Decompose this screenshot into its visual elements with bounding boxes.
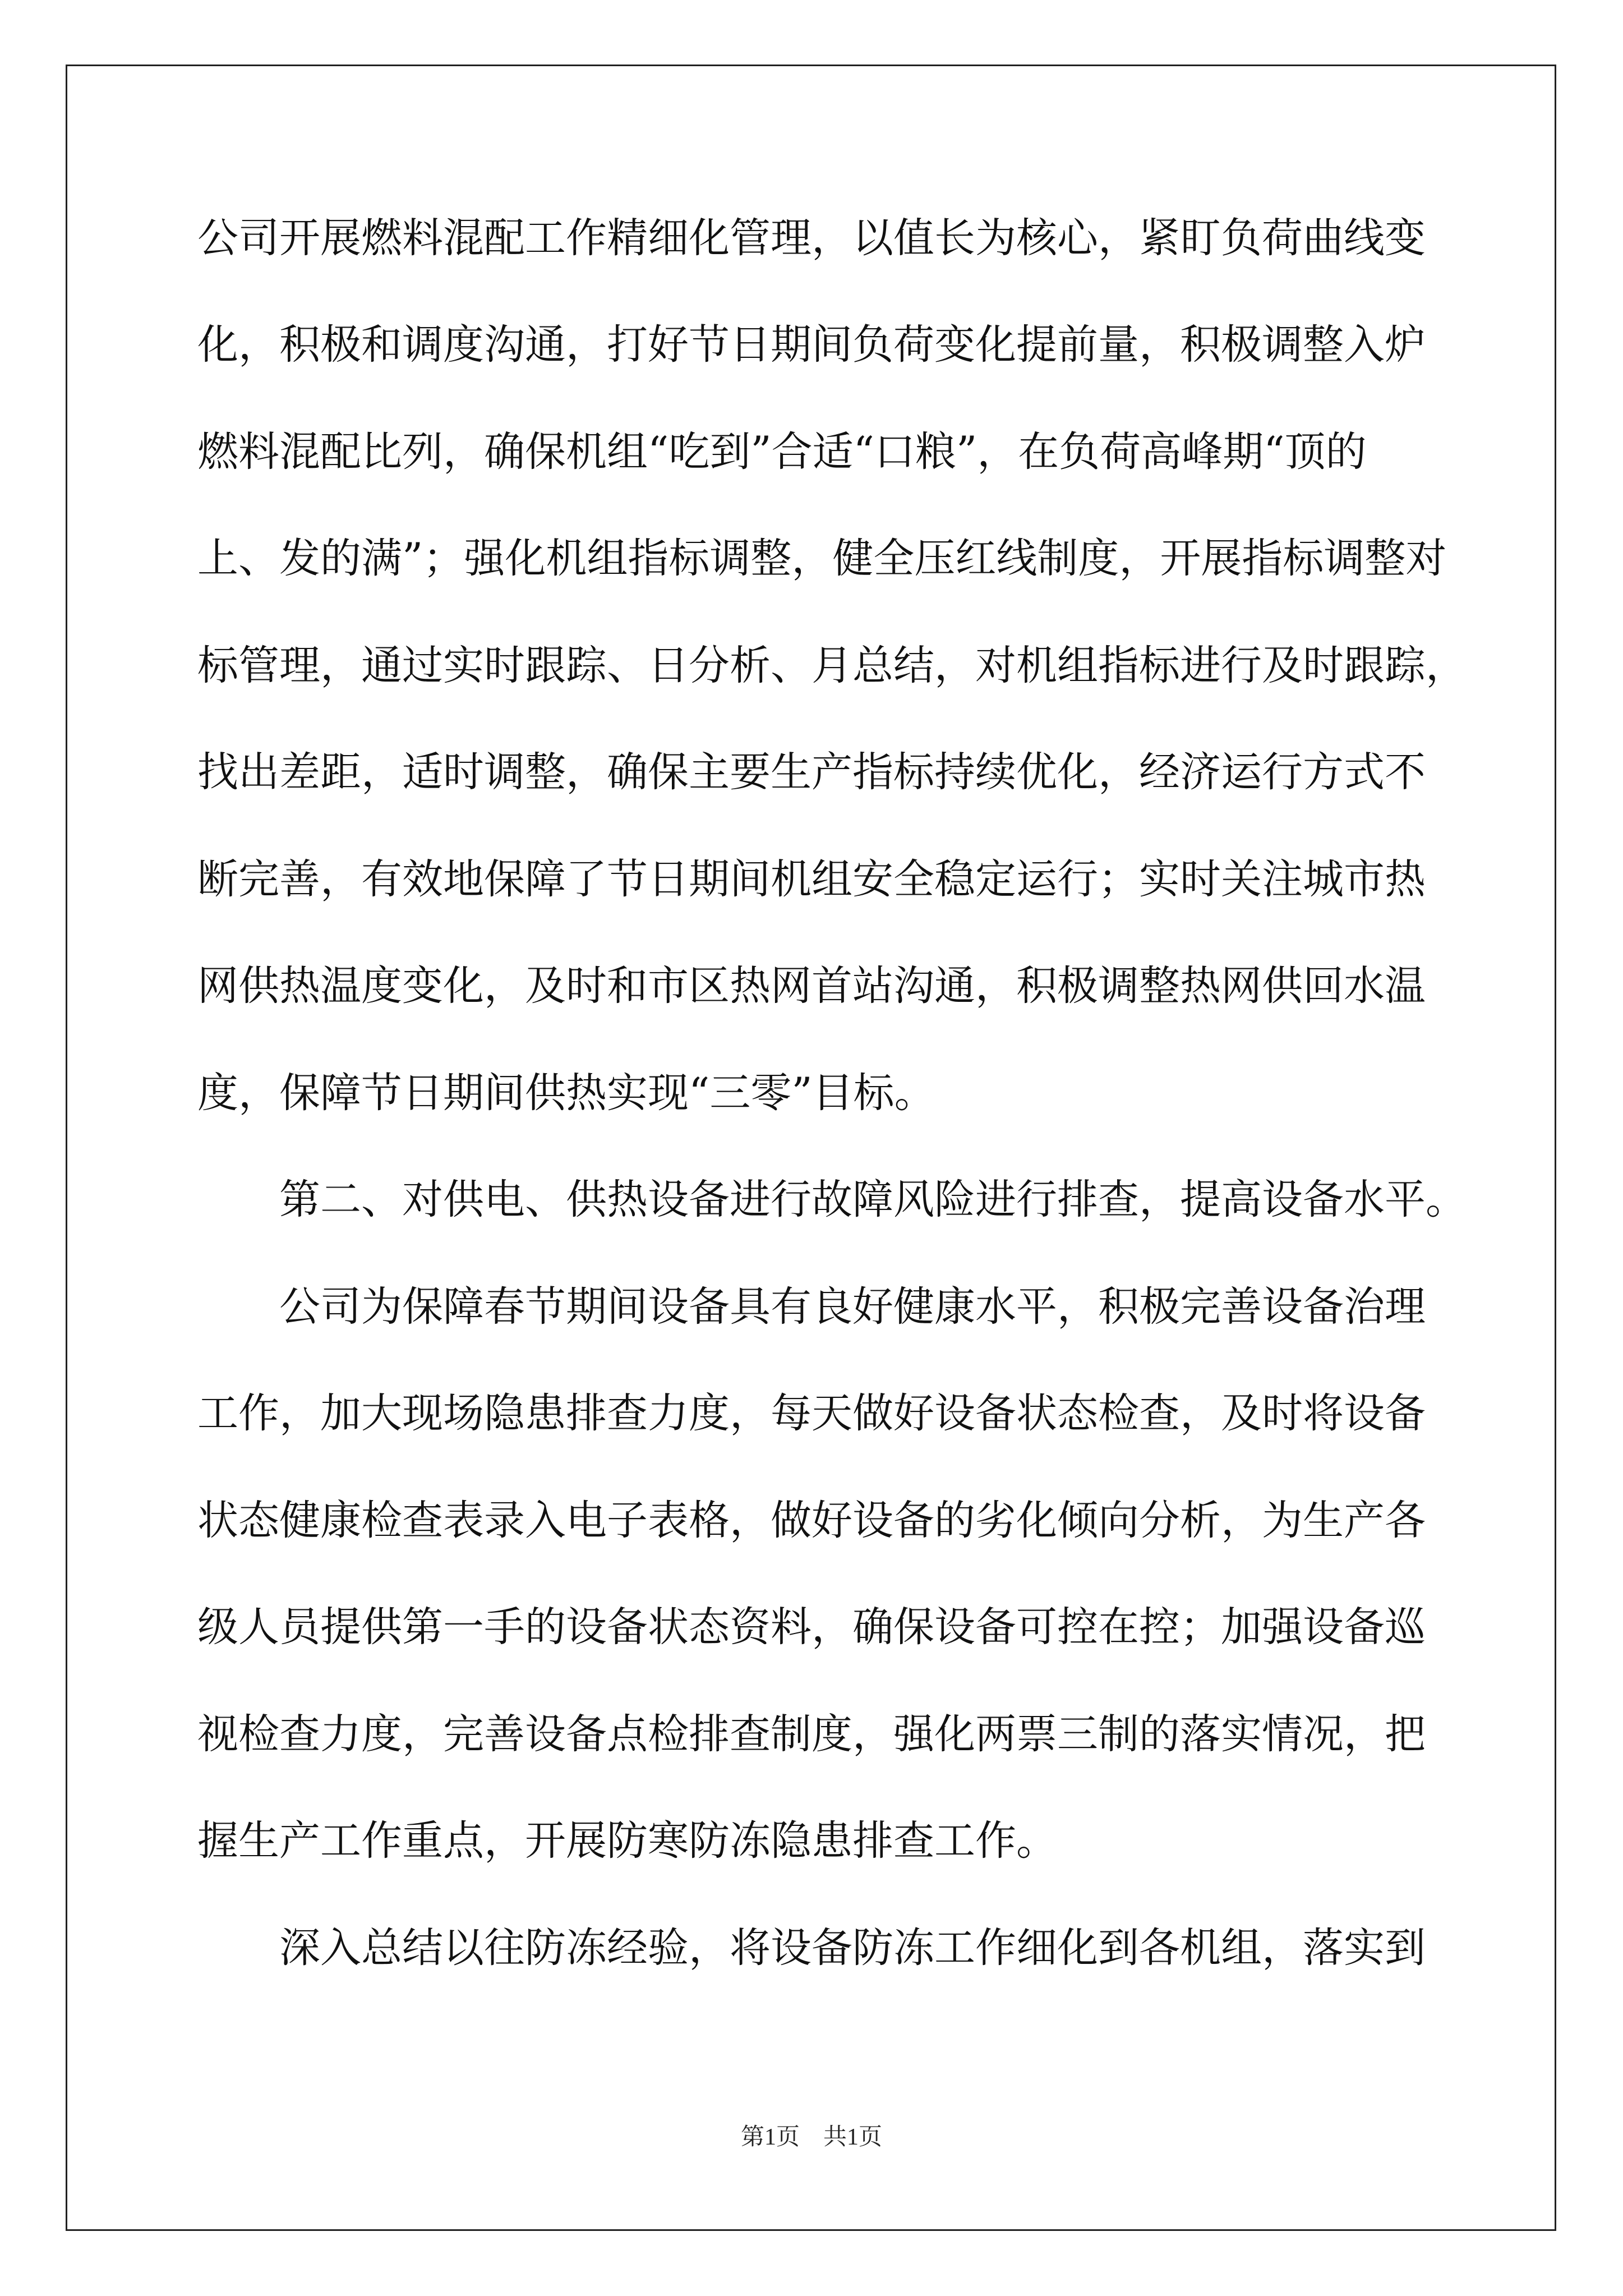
page-border (66, 65, 1556, 2231)
text-line: 化，积极和调度沟通，打好节日期间负荷变化提前量，积极调整入炉 (197, 321, 1426, 369)
section-heading: 第二、对供电、供热设备进行故障风险进行排查，提高设备水平。 (197, 1176, 1467, 1223)
text-line: 上、发的满”；强化机组指标调整，健全压红线制度，开展指标调整对 (197, 535, 1447, 582)
text-line: 找出差距，适时调整，确保主要生产指标持续优化，经济运行方式不 (197, 748, 1426, 796)
text-line: 度，保障节日期间供热实现“三零”目标。 (197, 1069, 935, 1117)
text-line: 视检查力度，完善设备点检排查制度，强化两票三制的落实情况，把 (197, 1710, 1426, 1758)
text-line: 深入总结以往防冻经验，将设备防冻工作细化到各机组，落实到 (197, 1924, 1426, 1972)
text-line: 断完善，有效地保障了节日期间机组安全稳定运行；实时关注城市热 (197, 855, 1426, 903)
page-number-footer: 第1页 共1页 (740, 2124, 882, 2150)
text-line: 公司为保障春节期间设备具有良好健康水平，积极完善设备治理 (197, 1283, 1426, 1331)
text-line: 公司开展燃料混配工作精细化管理，以值长为核心，紧盯负荷曲线变 (197, 214, 1426, 262)
text-line: 级人员提供第一手的设备状态资料，确保设备可控在控；加强设备巡 (197, 1603, 1426, 1651)
text-line: 工作，加大现场隐患排查力度，每天做好设备状态检查，及时将设备 (197, 1389, 1426, 1437)
text-line: 状态健康检查表录入电子表格，做好设备的劣化倾向分析，为生产各 (197, 1497, 1426, 1544)
text-line: 网供热温度变化，及时和市区热网首站沟通，积极调整热网供回水温 (197, 962, 1426, 1010)
text-line: 标管理，通过实时跟踪、日分析、月总结，对机组指标进行及时跟踪， (197, 642, 1467, 689)
text-line: 燃料混配比列，确保机组“吃到”合适“口粮”，在负荷高峰期“顶的 (197, 428, 1367, 476)
text-line: 握生产工作重点，开展防寒防冻隐患排查工作。 (197, 1817, 1057, 1865)
